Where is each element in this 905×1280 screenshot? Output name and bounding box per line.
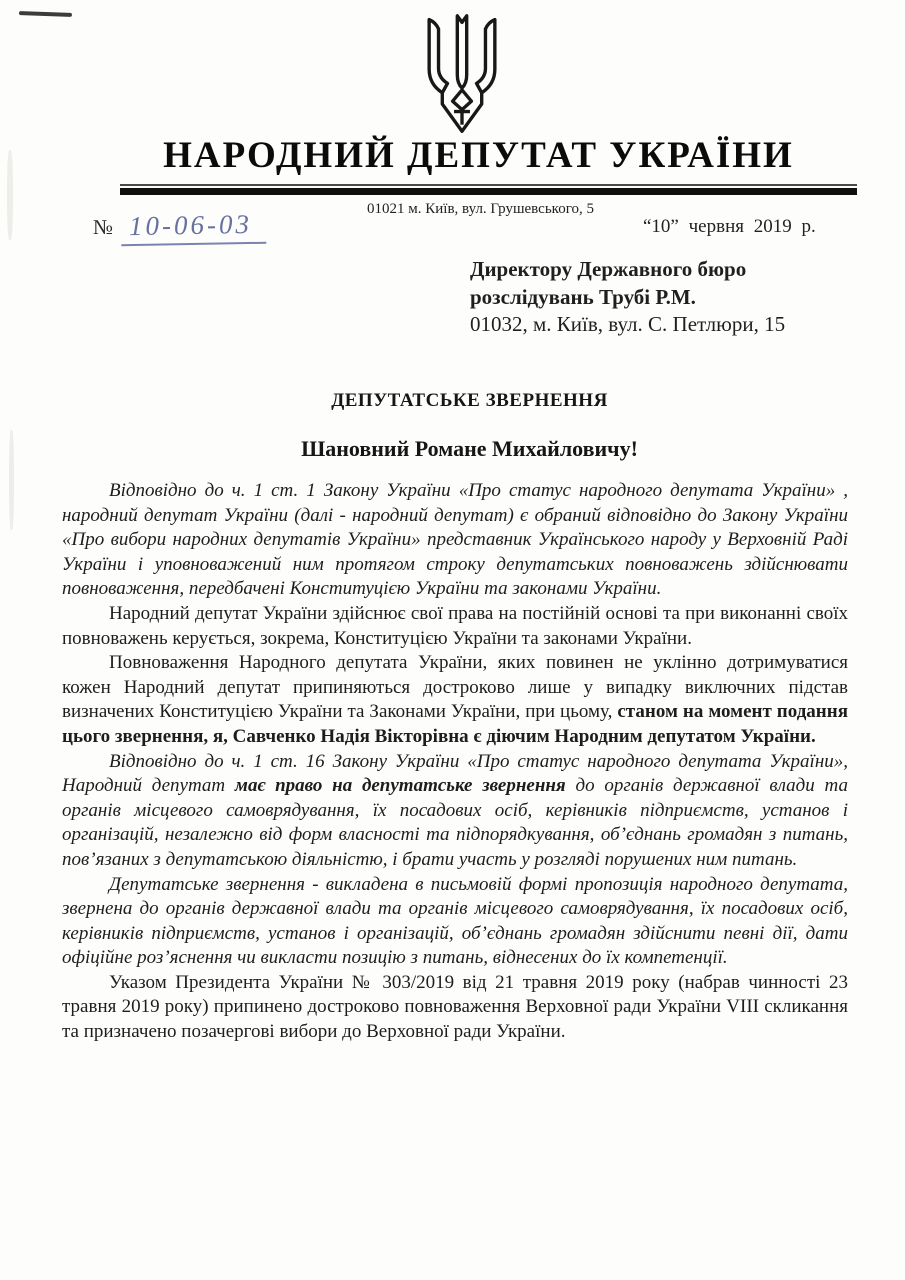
- tryzub-trident-icon: [402, 13, 522, 135]
- paragraph-2: Народний депутат України здійснює свої права на постійній основі та при виконанні своїх повноважень керується, зокрема, Конституцією України та законами України.: [62, 602, 848, 649]
- letter-date: “10” червня 2019 р.: [643, 216, 816, 237]
- letterhead-title: НАРОДНИЙ ДЕПУТАТ УКРАЇНИ: [163, 135, 794, 176]
- paragraph-4-bold: має право на депутатське звернення: [234, 775, 566, 797]
- recipient-line: розслідувань Трубі Р.М.: [470, 284, 696, 309]
- scan-smudge: [9, 430, 14, 530]
- letter-body: [62, 479, 848, 1045]
- document-heading: ДЕПУТАТСЬКЕ ЗВЕРНЕННЯ: [331, 390, 608, 411]
- letterhead-divider: [120, 184, 857, 195]
- paragraph-3-bold: станом на момент подання цього звернення, я, Савченко Надія Вікторівна є діючим Народним депутатом України.: [62, 701, 848, 747]
- paragraph-4-text: Відповідно до ч. 1 ст. 16 Закону України «Про статус народного депутата України», Народний депутат: [62, 750, 848, 797]
- letterhead-address: 01021 м. Київ, вул. Грушевського, 5: [367, 201, 594, 217]
- reference-number-block: [93, 210, 266, 245]
- paragraph-4: [62, 750, 848, 873]
- reference-number-label: №: [93, 215, 114, 239]
- paragraph-3: [62, 651, 848, 749]
- scan-smudge: [7, 150, 13, 240]
- scan-artifact-mark: [19, 11, 72, 17]
- recipient-block: [470, 256, 785, 339]
- recipient-address: 01032, м. Київ, вул. С. Петлюри, 15: [470, 312, 786, 336]
- paragraph-3-text: Повноваження Народного депутата України, яких повинен не уклінно дотримуватися кожен Народний депутат припиняються достроково лише у випадку виключних підстав визначених Конституцією України та Законами України, при цьому,: [62, 652, 848, 723]
- recipient-line: Директору Державного бюро: [470, 257, 747, 281]
- paragraph-5: Депутатське звернення - викладена в письмовій формі пропозиція народного депутата, звернена до органів державної влади та органів місцевого самоврядування, їх посадових осіб, керівників підприємств, установ і організацій, об’єднань громадян здійснити певні дії, дати офіційне роз’яснення чи викласти позицію з питань, віднесених до їх компетенції.: [62, 873, 848, 969]
- paragraph-4-text: до органів державної влади та органів місцевого самоврядування, їх посадових осіб, керівників підприємств, установ і організацій, незалежно від форм власності та підпорядкування, об’єднань громадян з питань, пов’язаних з депутатською діяльністю, і брати участь у розгляді порушених ним питань.: [62, 775, 848, 870]
- reference-number-handwritten: 10-06-03: [121, 209, 267, 247]
- paragraph-6: Указом Президента України № 303/2019 від 21 травня 2019 року (набрав чинності 23 травня 2019 року) припинено достроково повноваження Верховної ради України VIII скликання та призначено позачергові вибори до Верховної ради України.: [62, 971, 848, 1043]
- salutation: Шановний Романе Михайловичу!: [301, 436, 638, 461]
- paragraph-1: Відповідно до ч. 1 ст. 1 Закону України «Про статус народного депутата України» , народний депутат України (далі - народний депутат) є обраний відповідно до Закону України «Про вибори народних депутатів України» представник Українського народу у Верховній Раді України і уповноважений ним протягом строку депутатських повноважень здійснювати повноваження, передбачені Конституцією України та законами України.: [62, 480, 848, 600]
